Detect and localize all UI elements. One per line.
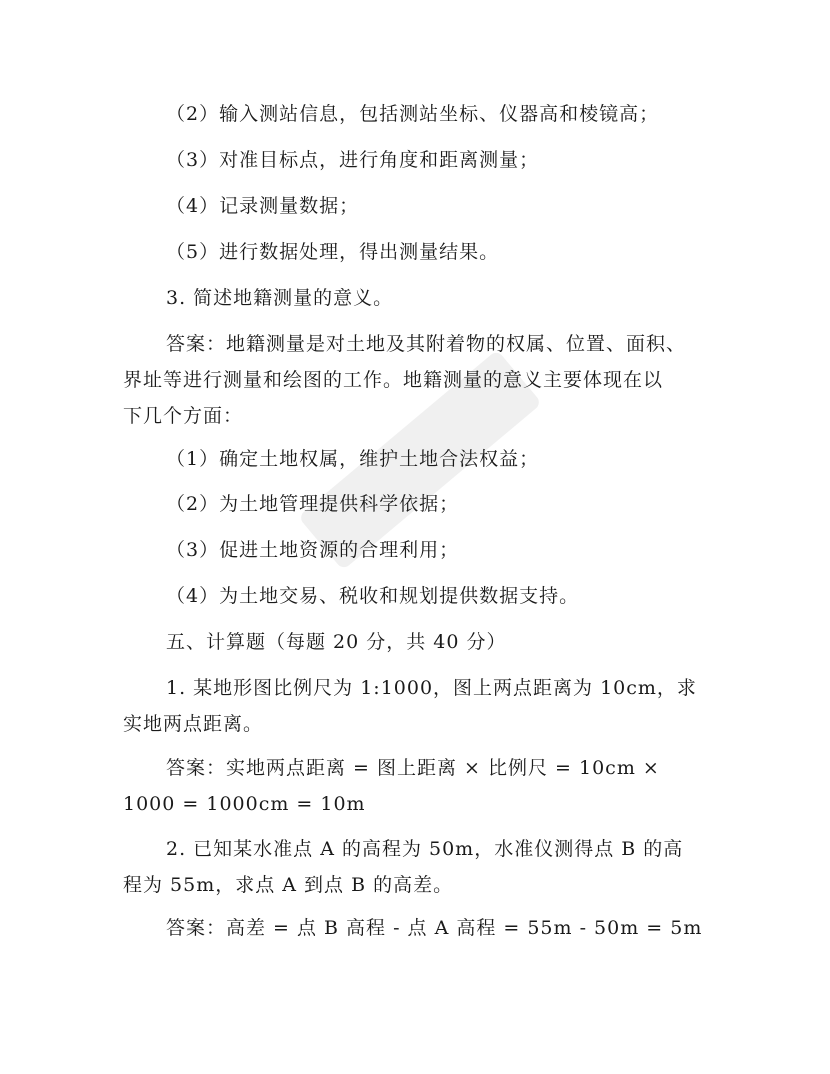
step-3-line: （3）对准目标点，进行角度和距离测量；	[166, 149, 540, 171]
question-3-title: 3. 简述地籍测量的意义。	[166, 287, 394, 309]
point-1-line: （1）确定土地权属，维护土地合法权益；	[166, 448, 540, 470]
calc-question-2-line-2: 程为 55m，求点 A 到点 B 的高差。	[123, 874, 454, 896]
point-2-line: （2）为土地管理提供科学依据；	[166, 493, 460, 515]
step-5-line: （5）进行数据处理，得出测量结果。	[166, 241, 500, 263]
section-5-heading: 五、计算题（每题 20 分，共 40 分）	[166, 631, 507, 653]
point-3-line: （3）促进土地资源的合理利用；	[166, 539, 460, 561]
calc-answer-2-line: 答案：高差 = 点 B 高程 - 点 A 高程 = 55m - 50m = 5m	[166, 917, 703, 939]
calc-answer-1-line-2: 1000 = 1000cm = 10m	[123, 793, 366, 815]
answer-3-line-1: 答案：地籍测量是对土地及其附着物的权属、位置、面积、	[166, 333, 687, 355]
calc-answer-1-line-1: 答案：实地两点距离 = 图上距离 × 比例尺 = 10cm ×	[166, 757, 660, 779]
step-4-line: （4）记录测量数据；	[166, 195, 360, 217]
step-2-line: （2）输入测站信息，包括测站坐标、仪器高和棱镜高；	[166, 103, 660, 125]
calc-question-2-line-1: 2. 已知某水准点 A 的高程为 50m，水准仪测得点 B 的高	[166, 838, 684, 860]
point-4-line: （4）为土地交易、税收和规划提供数据支持。	[166, 585, 580, 607]
answer-3-line-2: 界址等进行测量和绘图的工作。地籍测量的意义主要体现在以	[123, 369, 664, 391]
calc-question-1-line-2: 实地两点距离。	[123, 713, 264, 735]
answer-3-line-3: 下几个方面：	[123, 405, 244, 427]
calc-question-1-line-1: 1. 某地形图比例尺为 1:1000，图上两点距离为 10cm，求	[166, 677, 697, 699]
